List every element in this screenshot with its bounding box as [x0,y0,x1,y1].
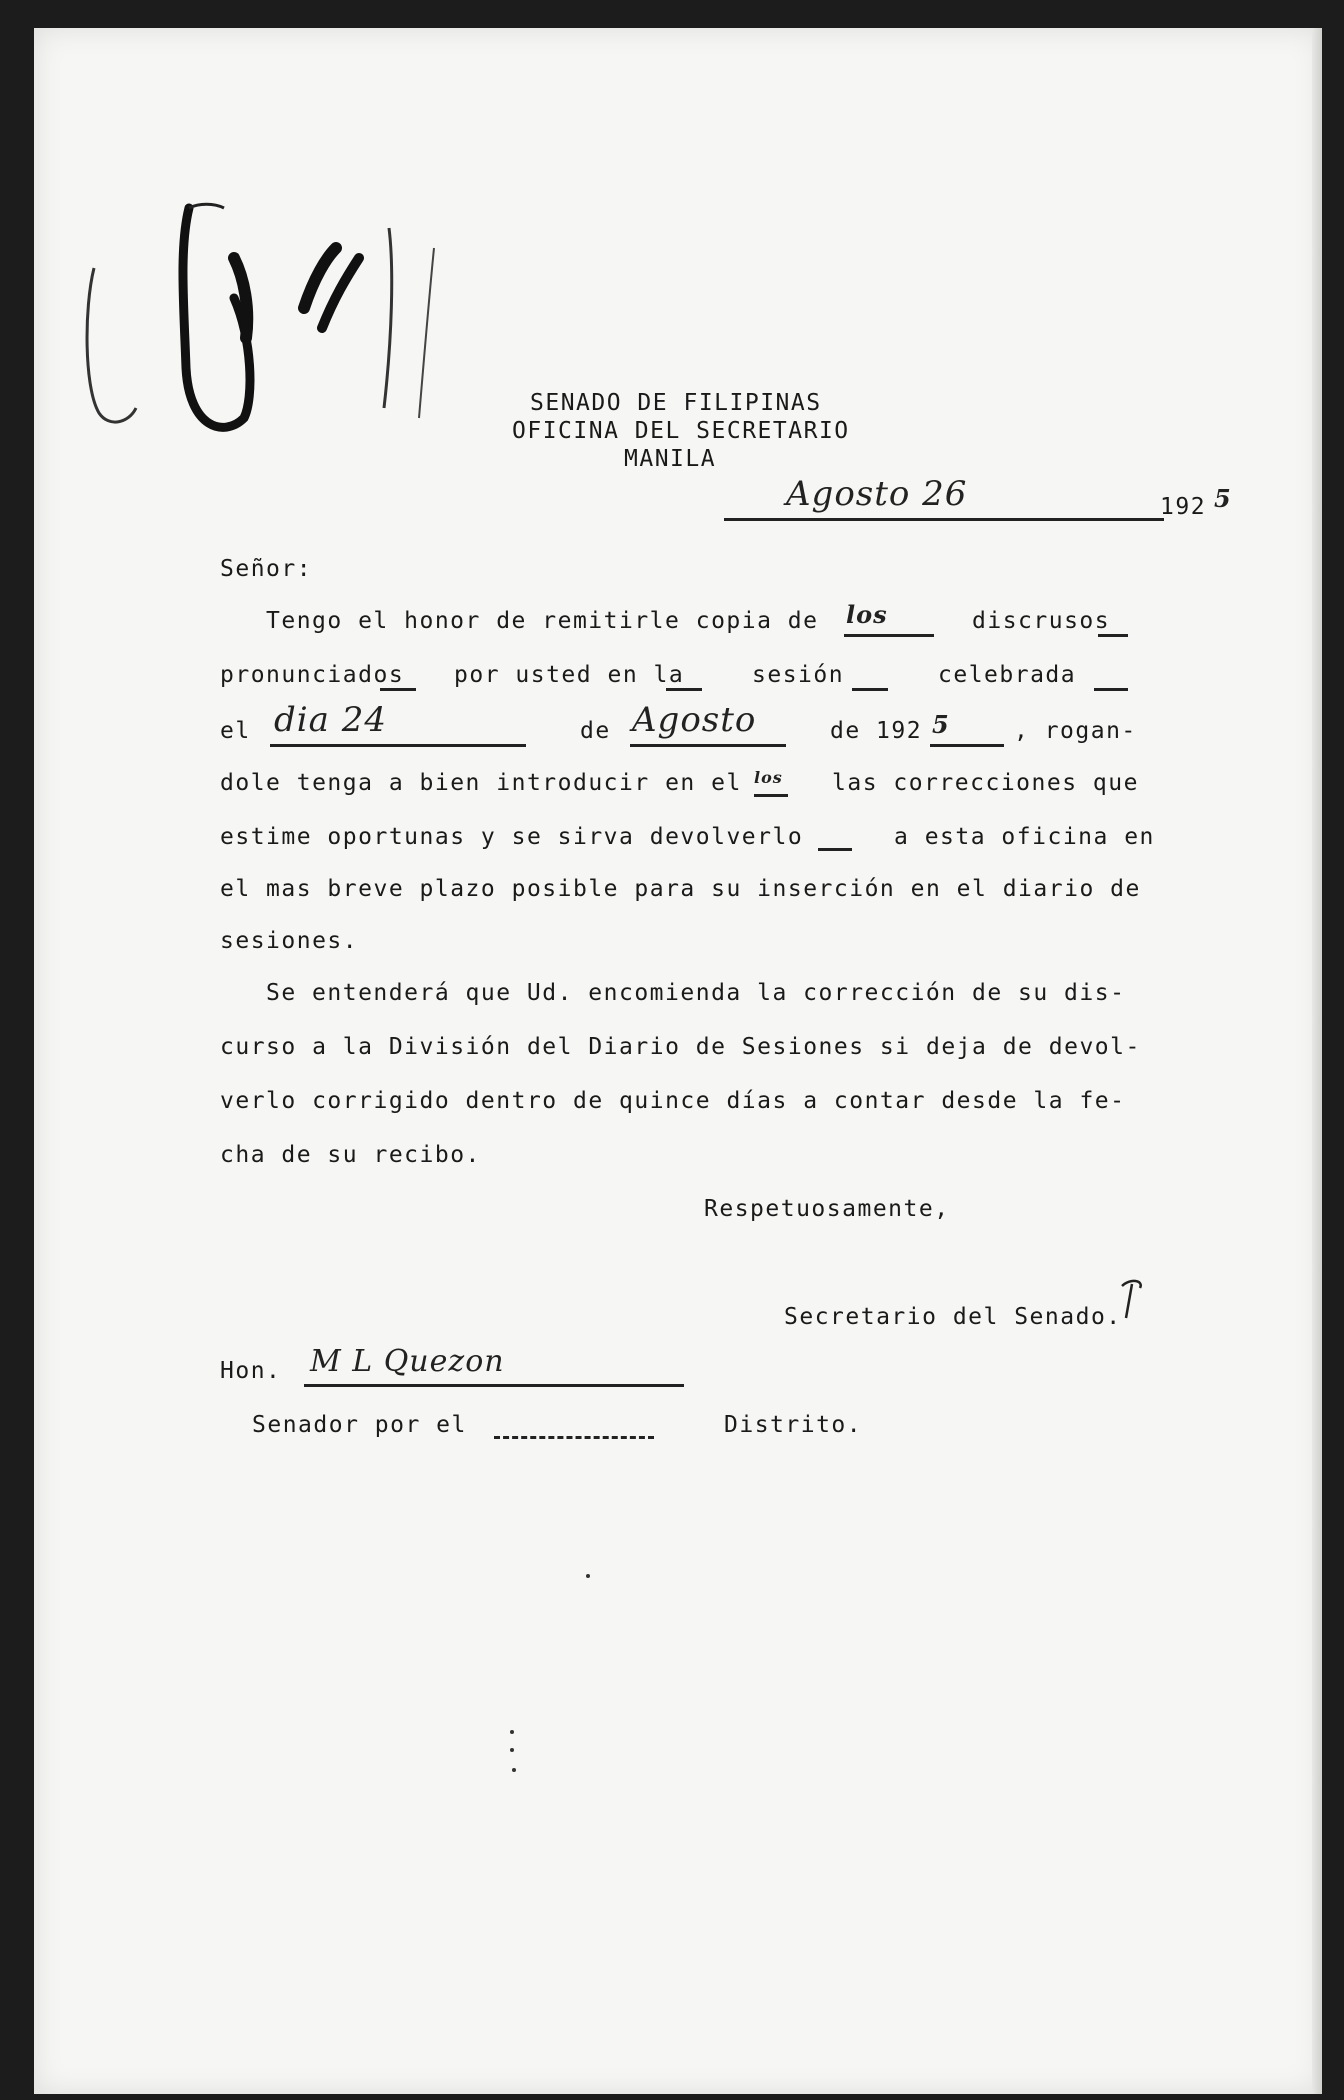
letterhead-line-1: SENADO DE FILIPINAS [530,390,822,416]
p1-line3-text-c: de 192 [830,718,923,744]
stray-mark [510,1748,514,1752]
closing: Respetuosamente, [704,1196,950,1222]
p1-line1-text-b: discrusos [972,608,1111,634]
p1-line3-text-a: el [220,718,251,744]
stray-mark [510,1730,514,1734]
p1-line3-blank-2 [630,744,786,747]
p1-line2-text-c: sesión [752,662,845,688]
p2-line2: curso a la División del Diario de Sesiones si deja de devol- [220,1034,1141,1060]
p1-line2-blank-b [666,688,702,691]
addressee-name-hand: M L Quezon [310,1344,505,1379]
signer-title: Secretario del Senado. [784,1304,1122,1330]
handwritten-mark-top-left [74,188,474,448]
p1-line7-text: sesiones. [220,928,359,954]
addressee-line [304,1384,684,1387]
district-blank [494,1436,654,1439]
p1-line3-blank-3 [930,744,1004,747]
senator-line-b: Distrito. [724,1412,863,1438]
p1-line3-text-b: de [580,718,611,744]
p1-line4-text-a: dole tenga a bien introducir en el [220,770,742,796]
p1-line4-hand: los [754,768,783,787]
p2-line4: cha de su recibo. [220,1142,481,1168]
p1-line3-blank-1 [270,744,526,747]
letterhead-line-3: MANILA [624,446,717,472]
p1-line1-blank-b [1098,634,1128,637]
salutation: Señor: [220,556,313,582]
date-year: 192 [1160,494,1207,520]
p1-line3-hand-3: 5 [932,710,950,739]
p1-line5-text-b: a esta oficina en [894,824,1155,850]
signer-initial-mark [1114,1274,1154,1324]
p1-line4-blank [754,794,788,797]
letterhead-line-2: OFICINA DEL SECRETARIO [512,418,850,444]
p1-line2-blank-c [852,688,888,691]
p1-line1-blank [844,634,934,637]
date-handwritten: Agosto 26 [786,474,968,514]
document-page [34,28,1322,2094]
p1-line3-hand-1: dia 24 [274,700,387,740]
date-line [724,518,1164,521]
p1-line2-blank-d [1094,688,1128,691]
p1-line2-text-b: por usted en la [454,662,685,688]
p1-line2-text-a: pronunciados [220,662,405,688]
p2-line1: Se entenderá que Ud. encomienda la corrección de su dis- [266,980,1126,1006]
p1-line4-text-b: las correcciones que [832,770,1139,796]
senator-line-a: Senador por el [252,1412,467,1438]
p1-line2-blank-a [380,688,416,691]
date-year-handwritten: 5 [1214,484,1232,513]
p1-line3-hand-2: Agosto [632,700,757,740]
p1-line5-blank [818,848,852,851]
p2-line3: verlo corrigido dentro de quince días a contar desde la fe- [220,1088,1126,1114]
page-edge [1312,28,1322,2094]
p1-line2-text-d: celebrada [938,662,1077,688]
p1-line6-text: el mas breve plazo posible para su inserción en el diario de [220,876,1141,902]
stray-mark [586,1574,590,1578]
addressee-prefix: Hon. [220,1358,282,1384]
p1-line5-text-a: estime oportunas y se sirva devolverlo [220,824,804,850]
p1-line1-hand: los [846,600,888,629]
stray-mark [512,1768,516,1772]
p1-line3-text-d: , rogan- [1014,718,1137,744]
p1-line1-text: Tengo el honor de remitirle copia de [266,608,819,634]
